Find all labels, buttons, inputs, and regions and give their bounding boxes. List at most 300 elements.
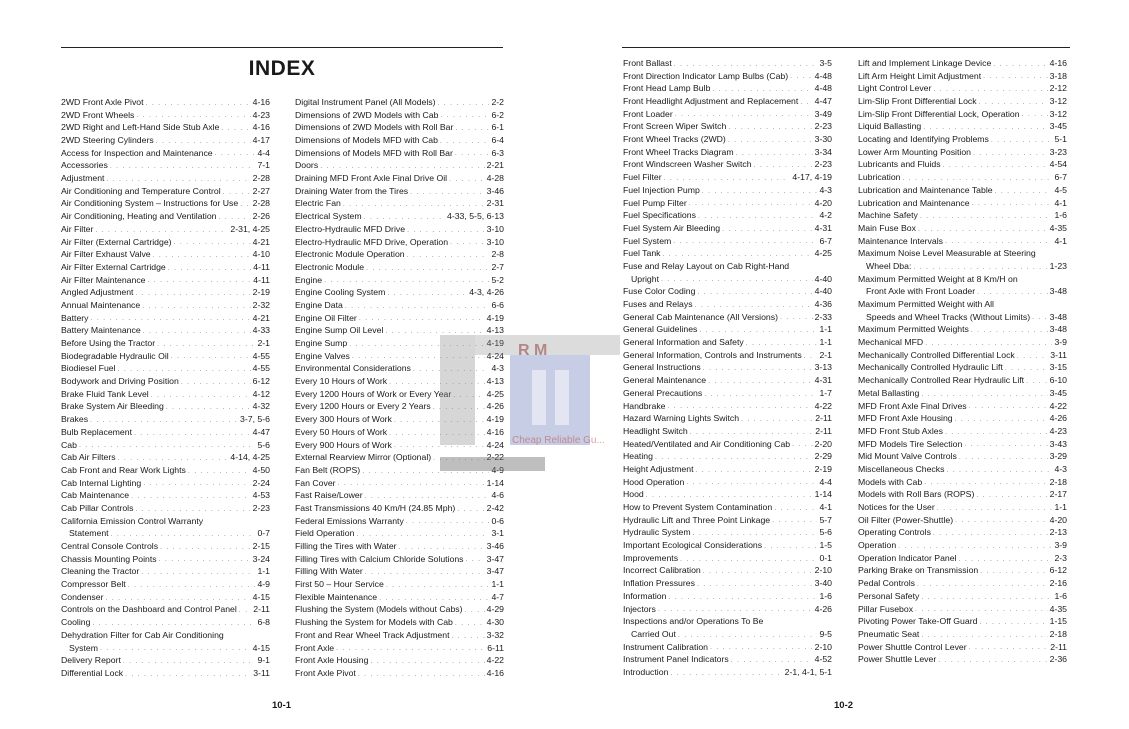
dot-leader: [135, 288, 250, 299]
index-entry: [295, 337, 504, 350]
dot-leader: [142, 301, 250, 312]
entry-page-ref: 4-16: [486, 667, 504, 678]
entry-page-ref: 4-11: [253, 274, 270, 285]
index-entry: [61, 223, 270, 236]
dot-leader: [188, 466, 251, 477]
entry-page-ref: 4-30: [486, 617, 504, 628]
index-entry: [61, 489, 270, 502]
entry-topic: Cooling: [61, 617, 91, 628]
index-entry: [623, 108, 832, 121]
entry-topic: Front Head Lamp Bulb: [623, 83, 711, 94]
index-entry: [623, 285, 832, 298]
entry-topic: First 50 – Hour Service: [295, 579, 384, 590]
index-entry: [623, 133, 832, 146]
entry-page-ref: 4-33, 5-5, 6-13: [447, 211, 504, 222]
index-entry: [858, 298, 1067, 311]
entry-page-ref: 1-15: [1049, 616, 1067, 627]
entry-page-ref: 4-16: [486, 426, 504, 437]
entry-page-ref: 4-36: [814, 299, 832, 310]
entry-topic: Maintenance Intervals: [858, 235, 943, 246]
entry-topic: Condenser: [61, 591, 104, 602]
dot-leader: [365, 567, 485, 578]
index-entry: [61, 388, 270, 401]
index-entry: [858, 615, 1067, 628]
dot-leader: [324, 275, 489, 286]
entry-topic: Angled Adjustment: [61, 287, 134, 298]
entry-page-ref: 4-40: [814, 286, 832, 297]
index-column-2: [295, 96, 504, 680]
right-page: [564, 0, 1129, 729]
entry-topic: Hood: [623, 489, 644, 500]
entry-page-ref: 4-31: [814, 375, 832, 386]
index-entry: [295, 198, 504, 211]
entry-page-ref: 4-21: [252, 312, 270, 323]
entry-page-ref: 6-7: [1054, 172, 1067, 183]
entry-topic: Engine Oil Filter: [295, 312, 357, 323]
entry-topic: Bodywork and Driving Position: [61, 376, 179, 387]
index-entry: [295, 350, 504, 363]
entry-topic: Fuel System Air Bleeding: [623, 222, 721, 233]
index-entry: [623, 539, 832, 552]
dot-leader: [646, 490, 813, 501]
entry-topic: Every 1200 Hours or Every 2 Years: [295, 401, 431, 412]
dot-leader: [100, 643, 251, 654]
dot-leader: [686, 477, 817, 488]
index-entry: [61, 324, 270, 337]
entry-page-ref: 6-7: [819, 235, 832, 246]
entry-page-ref: 4-19: [486, 312, 504, 323]
entry-page-ref: 3-9: [1054, 540, 1067, 551]
entry-topic: Maximum Permitted Weights: [858, 324, 969, 335]
entry-page-ref: 3-5: [819, 57, 832, 68]
entry-page-ref: 3-18: [1049, 70, 1067, 81]
dot-leader: [389, 377, 485, 388]
entry-page-ref: 3-47: [486, 553, 504, 564]
index-entry: [295, 236, 504, 249]
dot-leader: [792, 439, 812, 450]
dot-leader: [1005, 363, 1048, 374]
index-entry: [623, 197, 832, 210]
dot-leader: [955, 414, 1048, 425]
dot-leader: [708, 376, 813, 387]
dot-leader: [118, 453, 229, 464]
entry-topic: Models with Cab: [858, 476, 923, 487]
entry-page-ref: 4-16: [252, 96, 270, 107]
entry-topic: Main Fuse Box: [858, 222, 916, 233]
index-entry: [858, 95, 1067, 108]
index-entry: [295, 604, 504, 617]
entry-page-ref: 3-24: [252, 553, 270, 564]
entry-page-ref: 2-19: [252, 287, 270, 298]
dot-leader: [146, 98, 251, 109]
index-entry: [623, 362, 832, 375]
dot-leader: [399, 542, 485, 553]
entry-page-ref: 2-29: [814, 451, 832, 462]
entry-topic: Improvements: [623, 552, 679, 563]
dot-leader: [746, 338, 818, 349]
entry-topic: Engine Valves: [295, 350, 350, 361]
entry-topic: Fuse and Relay Layout on Cab Right-Hand: [623, 260, 790, 271]
index-entry: [61, 210, 270, 223]
index-entry: [623, 159, 832, 172]
dot-leader: [352, 351, 485, 362]
dot-leader: [917, 579, 1048, 590]
entry-page-ref: 2-18: [1049, 476, 1067, 487]
entry-topic: Operation Indicator Panel: [858, 552, 957, 563]
entry-page-ref: 4-55: [252, 350, 270, 361]
watermark-logo-text: R M: [518, 342, 548, 359]
dot-leader: [945, 236, 1052, 247]
entry-topic: Engine Data: [295, 299, 343, 310]
entry-topic: Lubricants and Fluids: [858, 159, 941, 170]
index-entry: [858, 412, 1067, 425]
index-entry: [61, 109, 270, 122]
entry-topic: Federal Emissions Warranty: [295, 515, 404, 526]
index-entry: [295, 185, 504, 198]
dot-leader: [804, 351, 818, 362]
dot-leader: [128, 580, 256, 591]
dot-leader: [449, 174, 485, 185]
entry-page-ref: 4-55: [252, 363, 270, 374]
entry-topic: Mechanical MFD: [858, 337, 924, 348]
index-entry: [295, 109, 504, 122]
entry-topic: Cab Air Filters: [61, 452, 116, 463]
dot-leader: [728, 122, 812, 133]
entry-topic: Engine Sump: [295, 338, 348, 349]
index-entry: [623, 577, 832, 590]
entry-topic: Front Axle with Front Loader: [866, 286, 976, 297]
dot-leader: [1017, 351, 1048, 362]
index-entry: [858, 311, 1067, 324]
entry-topic: Handbrake: [623, 400, 666, 411]
index-entry: [858, 450, 1067, 463]
index-entry: [858, 349, 1067, 362]
dot-leader: [413, 364, 490, 375]
entry-topic: Fuel Specifications: [623, 210, 696, 221]
entry-topic: Hydraulic System: [623, 527, 691, 538]
dot-leader: [675, 109, 813, 120]
index-entry: [623, 666, 832, 679]
entry-page-ref: 4-22: [1049, 400, 1067, 411]
dot-leader: [943, 160, 1048, 171]
entry-page-ref: 3-32: [486, 629, 504, 640]
entry-page-ref: 4-32: [252, 401, 270, 412]
index-entry: [623, 374, 832, 387]
entry-page-ref: 3-29: [1049, 451, 1067, 462]
entry-topic: Inspections and/or Operations To Be: [623, 616, 764, 627]
index-entry: [61, 616, 270, 629]
entry-page-ref: 4-11: [253, 261, 270, 272]
dot-leader: [106, 593, 251, 604]
entry-page-ref: 3-46: [486, 185, 504, 196]
index-entry: [623, 82, 832, 95]
entry-page-ref: 1-1: [491, 579, 504, 590]
entry-page-ref: 4-4: [819, 476, 832, 487]
index-entry: [61, 642, 270, 655]
index-entry: [295, 312, 504, 325]
dot-leader: [455, 123, 489, 134]
index-entry: [858, 539, 1067, 552]
dot-leader: [345, 301, 490, 312]
index-entry: [61, 248, 270, 261]
index-entry: [858, 70, 1067, 83]
dot-leader: [438, 98, 490, 109]
dot-leader: [678, 630, 818, 641]
entry-topic: Metal Ballasting: [858, 387, 920, 398]
index-entry: [623, 565, 832, 578]
dot-leader: [159, 554, 251, 565]
index-column-1: [61, 96, 270, 680]
entry-topic: 2WD Front Wheels: [61, 109, 135, 120]
entry-topic: Brake System Air Bleeding: [61, 401, 164, 412]
dot-leader: [991, 135, 1053, 146]
index-entry: [858, 362, 1067, 375]
entry-page-ref: 3-13: [814, 362, 832, 373]
dot-leader: [407, 225, 485, 236]
index-entry: [61, 527, 270, 540]
dot-leader: [680, 554, 817, 565]
entry-topic: Cab Internal Lighting: [61, 477, 142, 488]
index-entry: [623, 425, 832, 438]
index-entry: [858, 526, 1067, 539]
dot-leader: [221, 123, 250, 134]
entry-topic: Accessories: [61, 160, 108, 171]
dot-leader: [764, 541, 817, 552]
dot-leader: [457, 504, 484, 515]
dot-leader: [174, 237, 251, 248]
entry-page-ref: 0-1: [819, 552, 832, 563]
entry-topic: Operation: [858, 540, 897, 551]
index-entry: [858, 235, 1067, 248]
dot-leader: [90, 415, 238, 426]
entry-page-ref: 6-2: [491, 109, 504, 120]
entry-topic: Environmental Considerations: [295, 363, 411, 374]
entry-page-ref: 4-3, 4-26: [469, 287, 504, 298]
entry-page-ref: 4-17: [252, 135, 270, 146]
index-entry: [858, 438, 1067, 451]
entry-page-ref: 4-20: [1049, 514, 1067, 525]
index-entry: [295, 477, 504, 490]
index-entry: [61, 451, 270, 464]
entry-topic: Pivoting Power Take-Off Guard: [858, 616, 978, 627]
entry-topic: Personal Safety: [858, 590, 920, 601]
index-entry: [623, 412, 832, 425]
dot-leader: [356, 529, 489, 540]
dot-leader: [151, 390, 251, 401]
index-entry: [61, 299, 270, 312]
entry-page-ref: 2-15: [252, 541, 270, 552]
index-entry: [858, 184, 1067, 197]
index-entry: [858, 260, 1067, 273]
dot-leader: [433, 453, 484, 464]
entry-page-ref: 4-52: [814, 654, 832, 665]
entry-page-ref: 4-47: [814, 96, 832, 107]
dot-leader: [1026, 376, 1048, 387]
dot-leader: [466, 554, 485, 565]
entry-topic: Draining Water from the Tires: [295, 185, 409, 196]
index-entry: [61, 629, 270, 642]
entry-topic: Flushing the System (Models without Cabs): [295, 604, 463, 615]
entry-topic: 2WD Right and Left-Hand Side Stub Axle: [61, 122, 220, 133]
entry-page-ref: 2-36: [1049, 654, 1067, 665]
top-rule-right: [622, 47, 1070, 48]
entry-topic: Locating and Identifying Problems: [858, 134, 989, 145]
entry-page-ref: 5-6: [819, 527, 832, 538]
entry-page-ref: 3-34: [814, 146, 832, 157]
index-entry: [623, 171, 832, 184]
dot-leader: [923, 122, 1047, 133]
dot-leader: [338, 478, 485, 489]
entry-topic: Cab: [61, 439, 77, 450]
entry-topic: Operating Controls: [858, 527, 931, 538]
index-entry: [858, 159, 1067, 172]
index-entry: [61, 604, 270, 617]
entry-topic: Delivery Report: [61, 655, 121, 666]
index-entry: [61, 667, 270, 680]
entry-topic: Fuel Filter: [623, 172, 662, 183]
entry-page-ref: 2-31: [486, 198, 504, 209]
entry-topic: Dehydration Filter for Cab Air Conditioning: [61, 629, 224, 640]
entry-page-ref: 4-3: [819, 184, 832, 195]
entry-page-ref: 6-12: [1049, 565, 1067, 576]
page-number-left: 10-1: [272, 700, 292, 711]
entry-topic: Air Filter Maintenance: [61, 274, 146, 285]
index-entry: [295, 654, 504, 667]
entry-page-ref: 2-28: [252, 198, 270, 209]
index-entry: [61, 286, 270, 299]
entry-topic: Power Shuttle Lever: [858, 654, 937, 665]
dot-leader: [663, 249, 813, 260]
index-entry: [623, 526, 832, 539]
dot-leader: [215, 148, 256, 159]
index-entry: [623, 438, 832, 451]
entry-topic: Before Using the Tractor: [61, 338, 156, 349]
entry-topic: Incorrect Calibration: [623, 565, 701, 576]
entry-topic: General Instructions: [623, 362, 701, 373]
dot-leader: [95, 225, 228, 236]
index-entry: [858, 387, 1067, 400]
index-entry: [623, 552, 832, 565]
index-entry: [858, 197, 1067, 210]
index-entry: [61, 553, 270, 566]
dot-leader: [343, 199, 485, 210]
page-number-right: 10-2: [834, 700, 854, 711]
index-entry: [295, 565, 504, 578]
entry-page-ref: 5-1: [1054, 134, 1067, 145]
entry-topic: MFD Models Tire Selection: [858, 438, 963, 449]
dot-leader: [658, 604, 813, 615]
index-entry: [295, 286, 504, 299]
index-entry: [61, 426, 270, 439]
entry-topic: MFD Front Axle Final Drives: [858, 400, 967, 411]
dot-leader: [131, 491, 251, 502]
entry-page-ref: 1-6: [1054, 210, 1067, 221]
entry-page-ref: 2-11: [815, 425, 832, 436]
dot-leader: [977, 287, 1047, 298]
dot-leader: [171, 351, 251, 362]
entry-topic: Front Wheel Tracks (2WD): [623, 134, 726, 145]
entry-topic: General Precautions: [623, 387, 703, 398]
entry-page-ref: 3-11: [253, 667, 270, 678]
index-entry: [623, 57, 832, 70]
entry-page-ref: 3-43: [1049, 438, 1067, 449]
entry-topic: Lubrication and Maintenance: [858, 197, 970, 208]
index-entry: [295, 502, 504, 515]
index-entry: [61, 515, 270, 528]
entry-page-ref: 4-5: [1054, 184, 1067, 195]
index-entry: [295, 616, 504, 629]
index-entry: [858, 247, 1067, 260]
index-entry: [61, 261, 270, 274]
index-entry: [858, 476, 1067, 489]
dot-leader: [959, 554, 1053, 565]
index-entry: [61, 502, 270, 515]
dot-leader: [1032, 312, 1047, 323]
dot-leader: [370, 656, 484, 667]
entry-page-ref: 4-6: [491, 490, 504, 501]
index-entry: [61, 362, 270, 375]
dot-leader: [921, 389, 1047, 400]
entry-page-ref: 6-11: [487, 642, 504, 653]
dot-leader: [969, 401, 1048, 412]
entry-page-ref: 4-50: [252, 464, 270, 475]
entry-topic: Differential Lock: [61, 667, 124, 678]
entry-topic: Flexible Maintenance: [295, 591, 378, 602]
entry-topic: Fan Cover: [295, 477, 336, 488]
entry-topic: Machine Safety: [858, 210, 918, 221]
index-entry: [295, 527, 504, 540]
index-column-3: [623, 57, 832, 679]
dot-leader: [143, 478, 250, 489]
dot-leader: [980, 566, 1047, 577]
entry-topic: California Emission Control Warranty: [61, 515, 204, 526]
entry-topic: Air Filter Exhaust Valve: [61, 249, 151, 260]
entry-page-ref: 0-7: [257, 528, 270, 539]
entry-page-ref: 3-45: [1049, 121, 1067, 132]
dot-leader: [673, 236, 817, 247]
entry-page-ref: 3-1: [491, 528, 504, 539]
entry-topic: Front Screen Wiper Switch: [623, 121, 727, 132]
entry-topic: Notices for the User: [858, 502, 935, 513]
entry-topic: Every 50 Hours of Work: [295, 426, 388, 437]
dot-leader: [92, 618, 255, 629]
entry-topic: Filling Tires with Calcium Chloride Solutions: [295, 553, 464, 564]
dot-leader: [693, 528, 818, 539]
entry-topic: Cab Front and Rear Work Lights: [61, 464, 186, 475]
entry-topic: General Information, Controls and Instruments: [623, 349, 802, 360]
entry-topic: Instrument Calibration: [623, 641, 708, 652]
dot-leader: [921, 592, 1052, 603]
index-entry: [858, 273, 1067, 286]
entry-topic: Carried Out: [631, 628, 676, 639]
dot-leader: [898, 541, 1052, 552]
index-entry: [295, 667, 504, 680]
dot-leader: [440, 136, 490, 147]
index-entry: [61, 401, 270, 414]
entry-page-ref: 2-28: [252, 173, 270, 184]
entry-page-ref: 2-31, 4-25: [230, 223, 270, 234]
entry-page-ref: 2-3: [1054, 552, 1067, 563]
entry-page-ref: 2-42: [486, 502, 504, 513]
dot-leader: [938, 655, 1047, 666]
dot-leader: [1022, 109, 1048, 120]
dot-leader: [385, 326, 484, 337]
index-entry: [858, 425, 1067, 438]
dot-leader: [148, 275, 252, 286]
dot-leader: [359, 313, 485, 324]
index-entry: [61, 477, 270, 490]
entry-page-ref: 2-27: [252, 185, 270, 196]
